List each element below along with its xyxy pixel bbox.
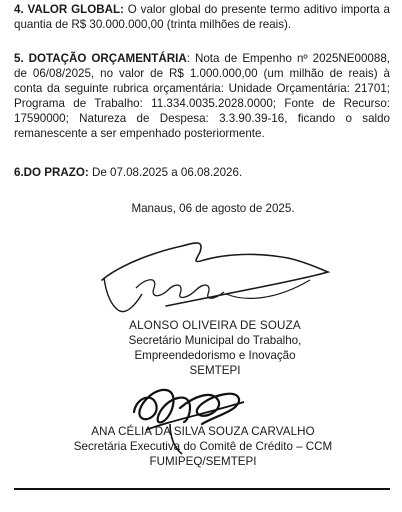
signature-block-2: [0, 424, 402, 469]
place-date: Manaus, 06 de agosto de 2025.: [131, 202, 295, 215]
section-text: De 07.08.2025 a 06.08.2026.: [88, 166, 243, 179]
section-heading: 5. DOTAÇÃO ORÇAMENTÁRIA: [14, 52, 187, 65]
signatory-title: Secretário Municipal do Trabalho,: [128, 334, 302, 347]
section-valor-global: [14, 2, 390, 32]
section-heading: 6.DO PRAZO:: [14, 166, 89, 179]
divider-line: [14, 488, 390, 490]
signatory-title: Empreendedorismo e Inovação: [134, 349, 296, 362]
section-dotacao-orcamentaria: [14, 51, 390, 141]
signatory-name: ALONSO OLIVEIRA DE SOUZA: [129, 319, 301, 332]
section-text: : Nota de Empenho nº 2025NE00088, de 06/08/2025, no valor de R$ 1.000.000,00 (um milhão de reais) à conta da seguinte rubrica orçamentária: Unidade Orçamentária: 21701; Programa de Trabalho: 11.334.0035.2028.0000; Fonte de Recurso: 17590000; Natureza de Despesa: 3.3.90.39-16, ficando o saldo remanescente a ser empenhado posteriormente.: [14, 52, 390, 140]
signatory-name: ANA CÉLIA DA SILVA SOUZA CARVALHO: [91, 425, 315, 438]
signatory-org: FUMIPEQ/SEMTEPI: [149, 455, 257, 468]
signature-block-1: [0, 318, 402, 378]
section-text: O valor global do presente termo aditivo importa a quantia de R$ 30.000.000,00 (trinta milhões de reais).: [14, 3, 390, 31]
signature-1: [96, 218, 336, 328]
section-prazo: [14, 165, 390, 180]
signatory-org: SEMTEPI: [189, 364, 241, 377]
section-heading: 4. VALOR GLOBAL:: [14, 3, 124, 16]
signatory-title: Secretária Executiva do Comitê de Crédito – CCM: [73, 440, 333, 453]
